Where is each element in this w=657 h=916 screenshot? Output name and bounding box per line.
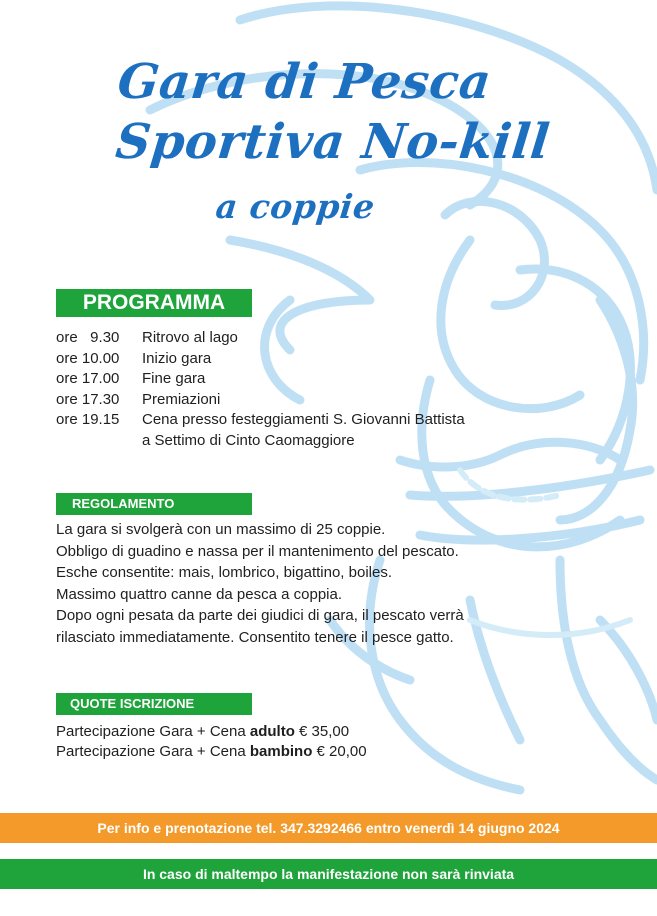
schedule-activity: a Settimo di Cinto Caomaggiore: [142, 431, 355, 449]
schedule-time: ore 19.15: [56, 411, 120, 428]
regolamento-heading: REGOLAMENTO: [56, 493, 252, 515]
schedule-activity: Inizio gara: [142, 349, 212, 367]
rule-line: Dopo ogni pesata da parte dei giudici di gara, il pescato verrà: [56, 607, 464, 624]
quote-row-adult: [56, 722, 367, 742]
schedule-activity: Ritrovo al lago: [142, 329, 238, 346]
rule-line: Massimo quattro canne da pesca a coppia.: [56, 585, 343, 603]
rule-line: rilasciato immediatamente. Consentito tenere il pesce gatto.: [56, 628, 454, 646]
schedule-time: ore 10.00: [56, 349, 120, 367]
weather-banner: In caso di maltempo la manifestazione non sarà rinviata: [0, 859, 657, 889]
schedule-time: ore 9.30: [56, 329, 120, 346]
title-line-1: Gara di Pesca: [115, 54, 494, 110]
schedule-activity: Cena presso festeggiamenti S. Giovanni Battista: [142, 411, 465, 428]
quote-prefix: Partecipazione Gara + Cena: [56, 743, 246, 760]
quote-price: € 35,00: [299, 723, 350, 740]
schedule-row: [56, 369, 465, 390]
schedule-time: ore 17.30: [56, 390, 120, 408]
schedule-time: [56, 431, 142, 452]
schedule-list: [56, 328, 465, 451]
schedule-row: [56, 431, 465, 452]
quote-category: bambino: [249, 743, 313, 760]
quotes-list: [56, 722, 367, 762]
schedule-row: [56, 390, 465, 411]
rule-line: Obbligo di guadino e nassa per il mantenimento del pescato.: [56, 542, 459, 560]
quote-price: € 20,00: [316, 743, 367, 760]
schedule-row: [56, 410, 465, 431]
title-line-2: Sportiva No-kill: [113, 114, 553, 170]
schedule-activity: Fine gara: [142, 370, 206, 387]
quote-category: adulto: [249, 723, 295, 740]
rules-list: [56, 519, 464, 648]
quote-heading: QUOTE ISCRIZIONE: [56, 693, 252, 715]
info-banner: Per info e prenotazione tel. 347.3292466 entro venerdì 14 giugno 2024: [0, 813, 657, 843]
title-line-3: a coppie: [213, 187, 377, 226]
programma-heading: PROGRAMMA: [56, 289, 252, 317]
quote-row-child: [56, 742, 367, 762]
rule-line: La gara si svolgerà con un massimo di 25 coppie.: [56, 521, 386, 538]
schedule-row: [56, 349, 465, 370]
schedule-time: ore 17.00: [56, 370, 120, 387]
quote-prefix: Partecipazione Gara + Cena: [56, 723, 246, 740]
rule-line: Esche consentite: mais, lombrico, bigattino, boiles.: [56, 564, 392, 581]
schedule-activity: Premiazioni: [142, 390, 221, 408]
schedule-row: [56, 328, 465, 349]
